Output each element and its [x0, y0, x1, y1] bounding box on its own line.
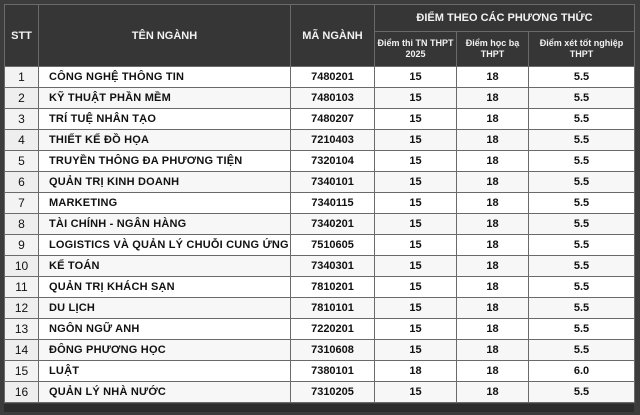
cell-major-code: 7210403 — [291, 130, 375, 151]
cell-score-graduation: 5.5 — [529, 319, 635, 340]
cell-major-name: QUẢN TRỊ KINH DOANH — [39, 172, 291, 193]
cell-major-code: 7510605 — [291, 235, 375, 256]
cell-stt: 12 — [5, 298, 39, 319]
cell-score-exam: 15 — [375, 172, 457, 193]
cell-score-transcript: 18 — [457, 88, 529, 109]
cell-score-graduation: 5.5 — [529, 193, 635, 214]
cell-score-transcript: 18 — [457, 298, 529, 319]
cell-score-exam: 15 — [375, 130, 457, 151]
header-method-graduation: Điểm xét tốt nghiệp THPT — [529, 32, 635, 67]
cell-score-transcript: 18 — [457, 67, 529, 88]
cell-score-graduation: 6.0 — [529, 361, 635, 382]
cell-major-code: 7480201 — [291, 67, 375, 88]
cell-major-code: 7340201 — [291, 214, 375, 235]
cell-score-transcript: 18 — [457, 130, 529, 151]
cell-major-code: 7340101 — [291, 172, 375, 193]
cell-major-name: KẾ TOÁN — [39, 256, 291, 277]
cell-score-graduation: 5.5 — [529, 256, 635, 277]
cell-score-transcript: 18 — [457, 193, 529, 214]
cell-score-exam: 15 — [375, 193, 457, 214]
cell-major-name: THIẾT KẾ ĐỒ HỌA — [39, 130, 291, 151]
cell-score-graduation: 5.5 — [529, 88, 635, 109]
cell-stt: 13 — [5, 319, 39, 340]
cell-stt: 6 — [5, 172, 39, 193]
cell-score-graduation: 5.5 — [529, 382, 635, 403]
cell-score-transcript: 18 — [457, 214, 529, 235]
header-method-transcript: Điểm học bạ THPT — [457, 32, 529, 67]
cell-major-name: QUẢN TRỊ KHÁCH SẠN — [39, 277, 291, 298]
cell-stt: 4 — [5, 130, 39, 151]
cell-stt: 14 — [5, 340, 39, 361]
cell-score-graduation: 5.5 — [529, 298, 635, 319]
cell-major-code: 7380101 — [291, 361, 375, 382]
table-row — [5, 214, 635, 235]
cell-major-code: 7310608 — [291, 340, 375, 361]
cell-major-name: NGÔN NGỮ ANH — [39, 319, 291, 340]
cell-stt: 8 — [5, 214, 39, 235]
table-row — [5, 172, 635, 193]
table-row — [5, 340, 635, 361]
cell-major-code: 7480103 — [291, 88, 375, 109]
cell-stt: 5 — [5, 151, 39, 172]
cell-score-exam: 15 — [375, 214, 457, 235]
table-row — [5, 319, 635, 340]
cell-major-code: 7480207 — [291, 109, 375, 130]
table-row — [5, 235, 635, 256]
cell-major-code: 7220201 — [291, 319, 375, 340]
cell-major-code: 7340301 — [291, 256, 375, 277]
cell-score-transcript: 18 — [457, 340, 529, 361]
cell-score-exam: 15 — [375, 298, 457, 319]
cell-score-graduation: 5.5 — [529, 235, 635, 256]
cell-score-graduation: 5.5 — [529, 67, 635, 88]
cell-major-code: 7340115 — [291, 193, 375, 214]
cell-score-exam: 15 — [375, 340, 457, 361]
cell-score-transcript: 18 — [457, 277, 529, 298]
cell-score-transcript: 18 — [457, 382, 529, 403]
cell-score-exam: 15 — [375, 277, 457, 298]
cell-major-name: KỸ THUẬT PHẦN MỀM — [39, 88, 291, 109]
table-row — [5, 361, 635, 382]
cell-score-exam: 15 — [375, 256, 457, 277]
header-stt: STT — [5, 5, 39, 67]
cell-major-name: DU LỊCH — [39, 298, 291, 319]
cell-major-code: 7810101 — [291, 298, 375, 319]
table-row — [5, 130, 635, 151]
cell-stt: 3 — [5, 109, 39, 130]
cell-score-graduation: 5.5 — [529, 277, 635, 298]
cell-score-graduation: 5.5 — [529, 340, 635, 361]
cell-score-graduation: 5.5 — [529, 151, 635, 172]
header-code: MÃ NGÀNH — [291, 5, 375, 67]
cell-score-exam: 15 — [375, 88, 457, 109]
cell-score-transcript: 18 — [457, 109, 529, 130]
cell-stt: 2 — [5, 88, 39, 109]
cell-major-name: LOGISTICS VÀ QUẢN LÝ CHUỖI CUNG ỨNG — [39, 235, 291, 256]
cell-stt: 11 — [5, 277, 39, 298]
cell-major-name: LUẬT — [39, 361, 291, 382]
cell-score-exam: 15 — [375, 151, 457, 172]
cell-score-transcript: 18 — [457, 256, 529, 277]
table-row — [5, 382, 635, 403]
table-row — [5, 67, 635, 88]
cell-score-exam: 15 — [375, 67, 457, 88]
cell-score-exam: 18 — [375, 361, 457, 382]
table-row — [5, 298, 635, 319]
cell-score-exam: 15 — [375, 109, 457, 130]
cell-score-transcript: 18 — [457, 235, 529, 256]
cell-score-exam: 15 — [375, 382, 457, 403]
cell-stt: 10 — [5, 256, 39, 277]
cell-major-name: QUẢN LÝ NHÀ NƯỚC — [39, 382, 291, 403]
cell-score-transcript: 18 — [457, 319, 529, 340]
cell-stt: 16 — [5, 382, 39, 403]
cell-score-transcript: 18 — [457, 172, 529, 193]
cell-major-name: TRÍ TUỆ NHÂN TẠO — [39, 109, 291, 130]
table-row — [5, 88, 635, 109]
table-row — [5, 193, 635, 214]
table-row — [5, 151, 635, 172]
table-row — [5, 277, 635, 298]
header-method-exam: Điểm thi TN THPT 2025 — [375, 32, 457, 67]
table-body — [5, 67, 635, 403]
cell-major-code: 7310205 — [291, 382, 375, 403]
cell-major-name: ĐÔNG PHƯƠNG HỌC — [39, 340, 291, 361]
cell-score-graduation: 5.5 — [529, 130, 635, 151]
cell-major-name: CÔNG NGHỆ THÔNG TIN — [39, 67, 291, 88]
cell-stt: 1 — [5, 67, 39, 88]
cell-score-graduation: 5.5 — [529, 214, 635, 235]
table-row — [5, 256, 635, 277]
cell-score-transcript: 18 — [457, 151, 529, 172]
table-footer-bar — [4, 404, 634, 412]
cell-stt: 15 — [5, 361, 39, 382]
cell-major-name: TRUYỀN THÔNG ĐA PHƯƠNG TIỆN — [39, 151, 291, 172]
header-name: TÊN NGÀNH — [39, 5, 291, 67]
cell-stt: 7 — [5, 193, 39, 214]
cell-score-transcript: 18 — [457, 361, 529, 382]
cell-stt: 9 — [5, 235, 39, 256]
cell-score-exam: 15 — [375, 235, 457, 256]
cell-major-name: TÀI CHÍNH - NGÂN HÀNG — [39, 214, 291, 235]
cell-major-name: MARKETING — [39, 193, 291, 214]
table-header — [5, 5, 635, 67]
cell-score-graduation: 5.5 — [529, 109, 635, 130]
header-methods-group: ĐIỂM THEO CÁC PHƯƠNG THỨC — [375, 5, 635, 32]
cell-major-code: 7320104 — [291, 151, 375, 172]
cell-major-code: 7810201 — [291, 277, 375, 298]
cell-score-exam: 15 — [375, 319, 457, 340]
cell-score-graduation: 5.5 — [529, 172, 635, 193]
table-row — [5, 109, 635, 130]
admission-score-table — [4, 4, 635, 403]
